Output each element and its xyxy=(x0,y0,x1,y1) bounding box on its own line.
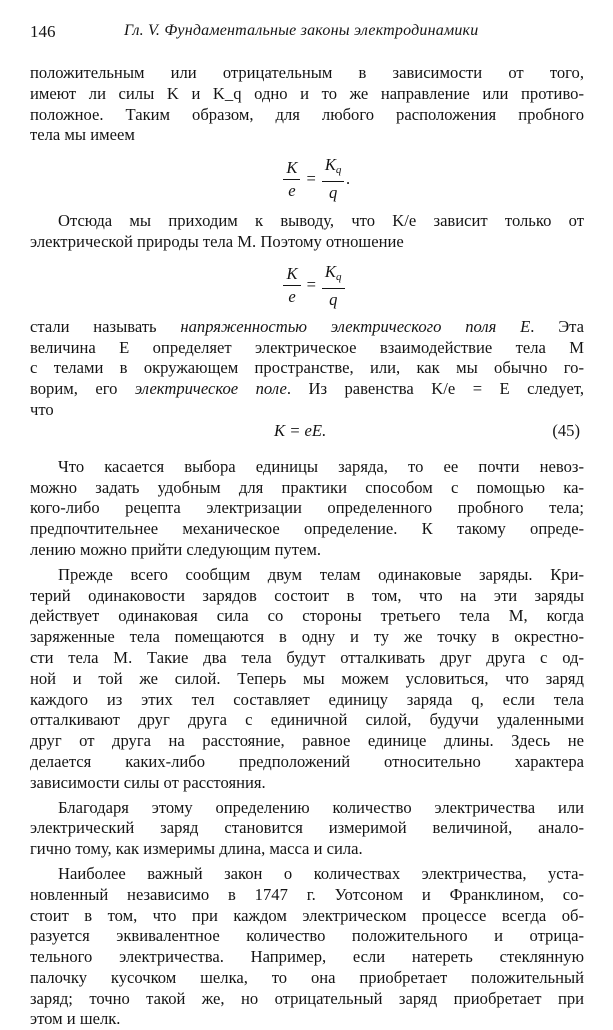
equals-sign: = xyxy=(306,275,316,295)
text-run: стали называть xyxy=(30,316,181,336)
text-line: электрической природы тела M. Поэтому отношение xyxy=(30,231,404,251)
text-line: Прежде всего сообщим двум телам одинаковые заряды. Кри- xyxy=(58,564,584,584)
text-line: что xyxy=(30,399,54,419)
symbol: K xyxy=(324,261,336,281)
text-line: друг от друга на расстояние, равное единице длины. Здесь не xyxy=(30,731,584,751)
text-line: электрический заряд становится измеримой величиной, анало- xyxy=(30,818,584,838)
text-run: ворим, его xyxy=(30,379,135,399)
text-line: положное. Таким образом, для любого расположения пробного xyxy=(30,104,584,124)
text-line: стоит в том, что при каждом электрическом процессе всегда об- xyxy=(30,905,584,925)
paragraph xyxy=(30,565,584,794)
equation-expression: K = eE. xyxy=(274,420,327,440)
text-line: каждого из этих тел составляет единицу заряда q, если тела xyxy=(30,689,584,709)
equation-number: (45) xyxy=(552,420,580,440)
text-line: гично тому, как измеримы длина, масса и сила. xyxy=(30,839,363,859)
page-body xyxy=(30,63,584,1030)
running-title: Гл. V. Фундаментальные законы электродинамики xyxy=(124,22,479,39)
numerator: K xyxy=(283,264,300,286)
subscript: q xyxy=(335,164,342,177)
text-line: ной и той же силой. Теперь мы можем условиться, что заряд xyxy=(30,668,584,688)
subscript: q xyxy=(336,270,342,283)
text-line: заряд; точно такой же, но отрицательный заряд приобретает при xyxy=(30,988,584,1008)
emphasized-term: электрическое поле xyxy=(134,379,287,399)
text-line: положительным или отрицательным в зависимости от того, xyxy=(30,63,584,82)
text-line: новленный независимо в 1747 г. Уотсоном и Франклином, со- xyxy=(30,884,584,904)
denominator: e xyxy=(288,180,296,200)
text-line: кого-либо рецепта электризации определенного пробного тела; xyxy=(30,498,584,518)
denominator: q xyxy=(328,183,338,203)
text-line xyxy=(30,317,584,338)
formula-k-over-e xyxy=(48,147,584,211)
denominator: e xyxy=(288,287,296,307)
text-line: терий одинаковости зарядов состоит в том, что на эти заряды xyxy=(30,585,584,605)
text-line: этом и шелк. xyxy=(30,1009,121,1029)
page-number: 146 xyxy=(30,22,56,41)
text-line: заряженные тела помещаются в одну и ту же точку в окрестно- xyxy=(30,627,584,647)
text-line: лению можно прийти следующим путем. xyxy=(30,539,322,559)
paragraph xyxy=(30,864,584,1030)
text-line: зависимости силы от расстояния. xyxy=(30,772,266,792)
paragraph xyxy=(30,63,584,146)
text-line: тельного электричества. Например, если натереть стеклянную xyxy=(30,947,584,967)
paragraph xyxy=(30,457,584,561)
text-line: отталкивают друг друга с единичной силой, будучи удаленными xyxy=(30,710,584,730)
text-line: палочку кусочком шелка, то она приобретает положительный xyxy=(30,967,584,987)
paragraph xyxy=(30,211,584,253)
paragraph xyxy=(30,798,584,860)
fraction xyxy=(322,262,345,310)
symbol: K xyxy=(324,155,336,175)
text-line: Отсюда мы приходим к выводу, что K/e зависит только от xyxy=(58,211,584,231)
fraction xyxy=(322,155,345,203)
text-run: . Эта xyxy=(530,316,584,336)
text-line: сти тела M. Такие два тела будут отталкивать друг друга с од- xyxy=(30,647,584,667)
text-line: величина E определяет электрическое взаимодействие тела M xyxy=(30,337,584,357)
text-line: действует одинаковая сила со стороны третьего тела M, когда xyxy=(30,606,584,626)
numerator xyxy=(322,262,345,289)
text-line: Что касается выбора единицы заряда, то ее почти невоз- xyxy=(58,456,584,476)
fraction xyxy=(283,264,300,307)
formula-period: . xyxy=(346,168,351,188)
formula-k-over-e-repeat xyxy=(44,255,584,317)
fraction xyxy=(283,158,300,201)
text-line: разуется эквивалентное количество положительного и отрица- xyxy=(30,926,584,946)
text-line xyxy=(30,379,584,400)
text-line: Благодаря этому определению количество электричества или xyxy=(58,797,584,817)
equals-sign: = xyxy=(306,168,316,188)
text-run: . Из равенства K/e = E следует, xyxy=(286,379,584,399)
emphasized-term: напряженностью электрического поля E xyxy=(180,316,531,336)
text-line: предпочтительнее механическое определение. К такому опреде- xyxy=(30,519,584,539)
text-line: Наиболее важный закон о количествах электричества, уста- xyxy=(58,863,584,883)
text-line: с телами в окружающем пространстве, или, как мы обычно го- xyxy=(30,358,584,378)
denominator: q xyxy=(329,289,338,309)
text-line: можно задать удобным для практики способом с помощью ка- xyxy=(30,477,584,497)
text-line: имеют ли силы K и K_q одно и то же направление или противо- xyxy=(30,83,584,103)
numerator xyxy=(322,155,345,182)
text-line: тела мы имеем xyxy=(30,125,135,145)
paragraph xyxy=(30,317,584,421)
text-line: делается каких-либо предположений относительно характера xyxy=(30,751,584,771)
numerator: K xyxy=(283,158,300,180)
page-header xyxy=(30,22,587,48)
equation-45 xyxy=(30,421,584,442)
